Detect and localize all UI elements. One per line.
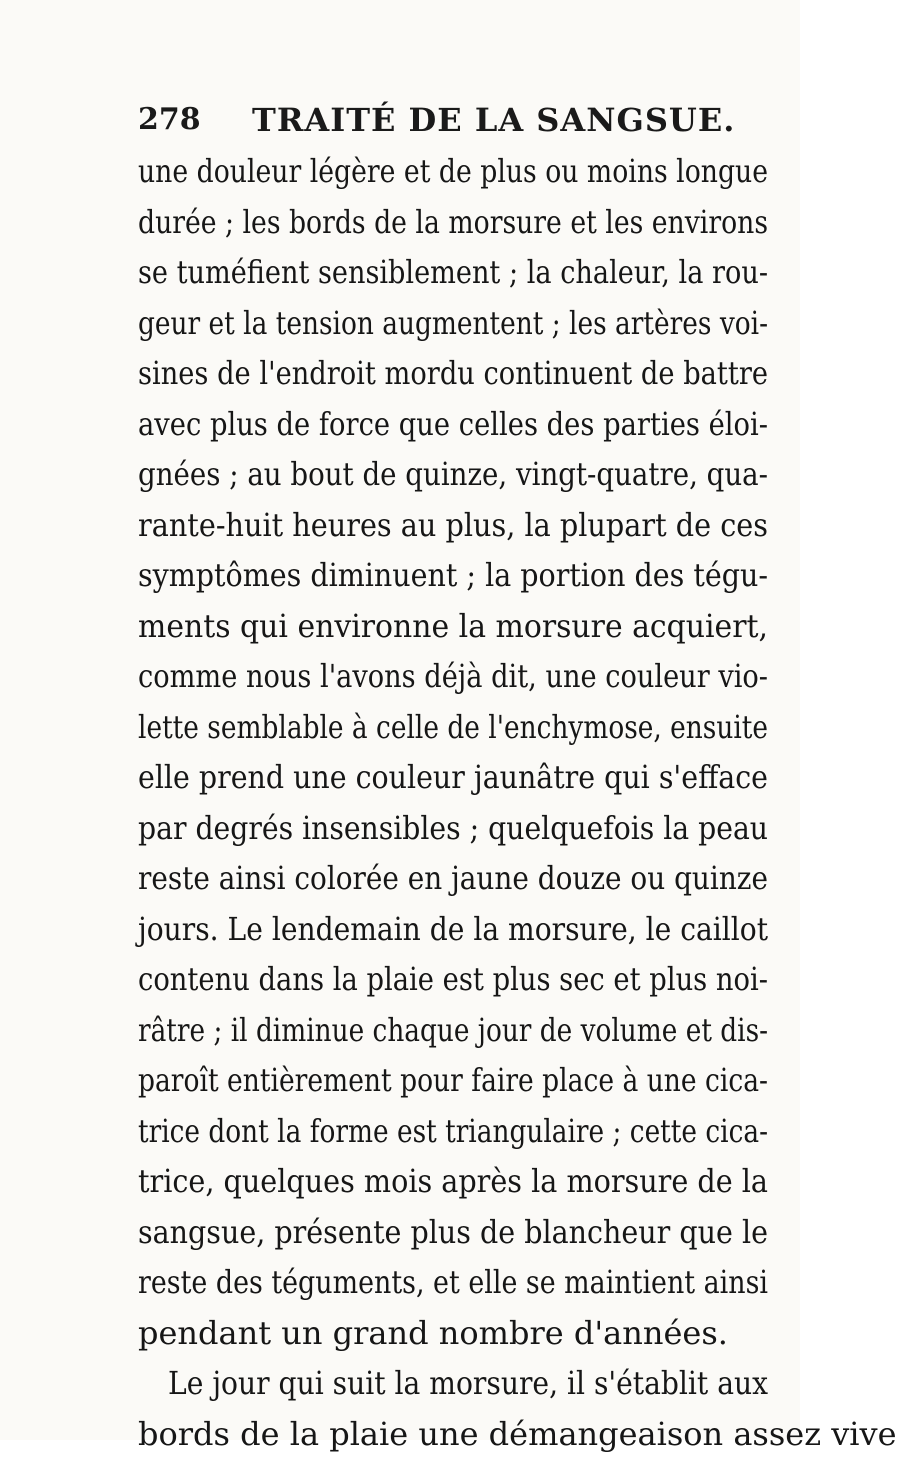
text-line: durée ; les bords de la morsure et les environs (138, 197, 768, 248)
text-line: symptômes diminuent ; la portion des tégu- (138, 550, 768, 601)
page-header (138, 98, 760, 142)
text-line: sines de l'endroit mordu continuent de battre (138, 348, 768, 399)
text-line: râtre ; il diminue chaque jour de volume et dis- (138, 1005, 768, 1056)
text-line: sangsue, présente plus de blancheur que le (138, 1207, 768, 1258)
text-line: se tuméfient sensiblement ; la chaleur, la rou- (138, 247, 768, 298)
page-number: 278 (138, 98, 201, 142)
text-line: lette semblable à celle de l'enchymose, ensuite (138, 702, 768, 753)
text-line: reste des téguments, et elle se maintient ainsi (138, 1257, 768, 1308)
body-text (138, 146, 768, 1459)
text-line: par degrés insensibles ; quelquefois la peau (138, 803, 768, 854)
text-line: jours. Le lendemain de la morsure, le caillot (138, 904, 768, 955)
text-line: elle prend une couleur jaunâtre qui s'efface (138, 752, 768, 803)
text-line: geur et la tension augmentent ; les artères voi- (138, 298, 768, 349)
text-line: rante-huit heures au plus, la plupart de ces (138, 500, 768, 551)
text-line: bords de la plaie une démangeaison assez vive (138, 1409, 768, 1459)
text-line: paroît entièrement pour faire place à une cica- (138, 1055, 768, 1106)
text-line: une douleur légère et de plus ou moins longue (138, 146, 768, 197)
text-line: Le jour qui suit la morsure, il s'établit aux (138, 1358, 768, 1409)
text-line: ments qui environne la morsure acquiert, (138, 601, 768, 652)
text-line: trice, quelques mois après la morsure de la (138, 1156, 768, 1207)
text-line: comme nous l'avons déjà dit, une couleur vio- (138, 651, 768, 702)
text-line: trice dont la forme est triangulaire ; cette cica- (138, 1106, 768, 1157)
running-title: TRAITÉ DE LA SANGSUE. (252, 98, 735, 142)
text-line: reste ainsi colorée en jaune douze ou quinze (138, 853, 768, 904)
text-line: pendant un grand nombre d'années. (138, 1308, 768, 1359)
text-line: avec plus de force que celles des parties éloi- (138, 399, 768, 450)
text-line: gnées ; au bout de quinze, vingt-quatre, qua- (138, 449, 768, 500)
text-line: contenu dans la plaie est plus sec et plus noi- (138, 954, 768, 1005)
